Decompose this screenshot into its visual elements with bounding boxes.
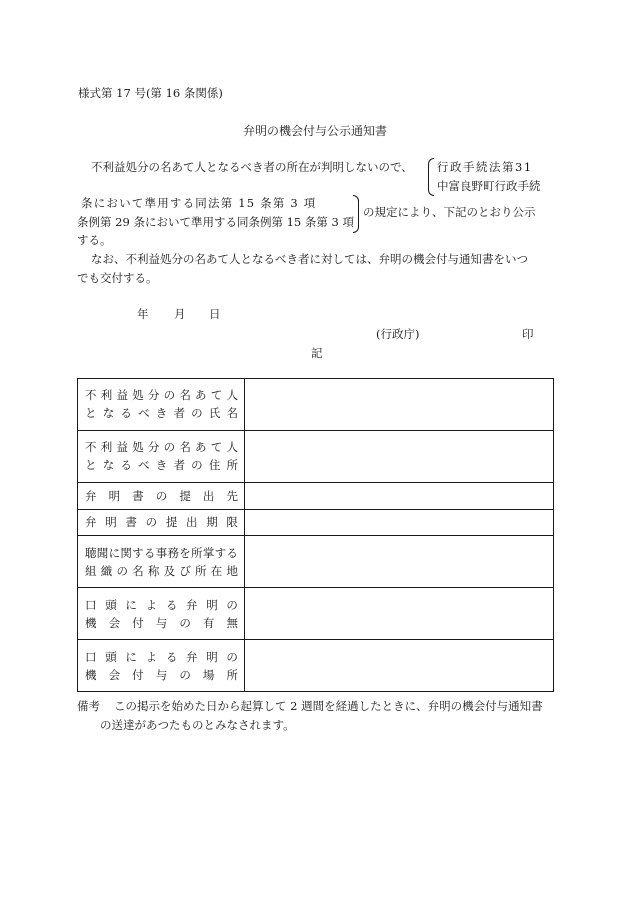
item-label-char: 所 [191, 545, 203, 560]
item-label-char: 無 [226, 615, 238, 630]
item-label-char: 明 [108, 488, 121, 503]
item-label-cell [78, 430, 245, 482]
law-option-a-line1: 行政手続法第31 [437, 160, 533, 174]
item-label-line1 [78, 438, 244, 456]
note-line2: でも交付する。 [77, 271, 158, 285]
item-label-line2 [78, 614, 244, 632]
item-label-char: 及 [163, 563, 176, 578]
law-option-b-line1: 中富良野町行政手続 [437, 179, 541, 193]
date-day: 日 [209, 307, 221, 321]
item-label-char: 分 [147, 388, 160, 403]
item-label-char: あ [195, 388, 207, 403]
law-brace-left [428, 158, 434, 196]
item-label-char: 利 [100, 440, 113, 455]
item-label-line2 [78, 456, 244, 474]
item-label-char: 頭 [105, 597, 117, 612]
item-label-char: の [145, 515, 158, 530]
item-label-char: の [179, 667, 191, 682]
item-label-char: 出 [202, 488, 215, 503]
item-label-char: 聞 [96, 545, 109, 560]
item-label-char: の [163, 388, 176, 403]
item-label-char: の [163, 440, 176, 455]
table-row [78, 379, 554, 431]
item-label-char: 有 [202, 615, 215, 630]
item-label-char: 機 [85, 667, 97, 682]
table-row [78, 640, 554, 692]
item-label-cell [78, 588, 245, 640]
item-label-char: 明 [206, 649, 218, 664]
notice-details-table [77, 378, 554, 692]
item-label-line1 [78, 487, 244, 505]
item-label-char: 会 [108, 615, 121, 630]
item-label-char: 提 [165, 515, 178, 530]
item-label-char: 人 [226, 388, 238, 403]
item-label-char: 限 [226, 515, 238, 530]
item-label-line2 [78, 404, 244, 422]
item-label-char: る [165, 597, 178, 612]
item-label-char: 務 [167, 545, 179, 560]
item-label-char: き [155, 406, 168, 421]
table-row [78, 482, 554, 509]
remarks-line1 [77, 697, 543, 716]
item-label-char: べ [138, 458, 150, 473]
item-value-cell [245, 482, 554, 509]
item-label-cell [78, 482, 245, 509]
date-year: 年 [137, 307, 149, 321]
item-label-char: き [155, 458, 168, 473]
item-label-char: て [210, 388, 223, 403]
item-label-char: べ [138, 406, 150, 421]
item-label-char: の [226, 597, 238, 612]
item-label-line1 [78, 513, 244, 531]
item-label-char: 処 [132, 440, 144, 455]
item-label-char: 掌 [202, 545, 215, 560]
item-label-char: 在 [210, 563, 223, 578]
item-label-char: 氏 [208, 406, 221, 421]
item-label-char: る [143, 545, 156, 560]
item-label-char: 組 [85, 563, 97, 578]
item-label-char: 人 [226, 440, 238, 455]
item-label-cell [78, 509, 245, 536]
item-label-char: 名 [179, 440, 191, 455]
body-line1-prefix: 不利益処分の名あて人となるべき者の所在が判明しないので、 [91, 160, 413, 174]
item-label-char: 益 [116, 440, 128, 455]
law-option-b-line2: 条例第 29 条において準用する同条例第 15 条第 3 項 [77, 215, 355, 229]
remarks-text-line1: この掲示を始めた日から起算して 2 週間を経過したときに、弁明の機会付与通知書 [114, 699, 543, 713]
item-label-char: 弁 [85, 515, 97, 530]
table-row [78, 430, 554, 482]
item-label-char: に [125, 649, 137, 664]
item-value-cell [245, 509, 554, 536]
item-value-cell [245, 430, 554, 482]
item-label-cell [78, 379, 245, 431]
item-label-char: 出 [186, 515, 198, 530]
item-label-char: 利 [100, 388, 113, 403]
item-label-char: 付 [132, 615, 144, 630]
item-label-char: 口 [85, 649, 97, 664]
item-label-char: 処 [132, 388, 144, 403]
item-label-char: 所 [226, 458, 238, 473]
item-label-char: る [165, 649, 178, 664]
remarks-line2: の送達があつたものとみなされます。 [100, 718, 295, 732]
law-option-a-line2: 条において準用する同法第 15 条第 3 項 [81, 196, 317, 210]
item-label-char: す [132, 545, 144, 560]
item-label-char: の [116, 563, 128, 578]
item-label-char: る [120, 406, 132, 421]
item-label-cell [78, 536, 245, 588]
item-label-char: に [125, 597, 137, 612]
item-label-char: よ [145, 597, 158, 612]
body-line3: する。 [77, 233, 112, 247]
item-label-char: 名 [179, 388, 191, 403]
item-label-line1 [78, 544, 244, 562]
item-label-char: あ [195, 440, 207, 455]
item-value-cell [245, 640, 554, 692]
item-label-char: 与 [155, 615, 168, 630]
item-label-char: 所 [226, 667, 238, 682]
document-title: 弁明の機会付与公示通知書 [242, 124, 387, 138]
item-label-char: 機 [85, 615, 97, 630]
item-label-char: 所 [195, 563, 207, 578]
item-label-char: 地 [226, 563, 238, 578]
table-row [78, 588, 554, 640]
item-label-char: の [191, 458, 203, 473]
item-label-char: に [108, 545, 121, 560]
item-label-char: の [179, 615, 191, 630]
item-label-char: 頭 [105, 649, 117, 664]
item-label-char: 称 [147, 563, 160, 578]
item-label-char: と [85, 458, 97, 473]
item-value-cell [245, 536, 554, 588]
item-label-char: 者 [173, 458, 185, 473]
notice-heading: 記 [311, 346, 323, 360]
item-label-char: 先 [226, 488, 238, 503]
item-label-char: よ [145, 649, 158, 664]
item-label-char: 明 [206, 597, 218, 612]
item-label-line1 [78, 648, 244, 666]
remarks-label: 備考 [77, 699, 100, 713]
item-label-char: の [155, 488, 168, 503]
item-label-char: 付 [132, 667, 144, 682]
item-label-char: 書 [125, 515, 137, 530]
item-label-char: 与 [155, 667, 168, 682]
item-label-line1 [78, 386, 244, 404]
item-label-char: び [179, 563, 191, 578]
issuer-seal: 印 [522, 327, 534, 341]
item-label-char: 事 [155, 545, 168, 560]
note-line1: なお、不利益処分の名あて人となるべき者に対しては、弁明の機会付与通知書をいつ [91, 252, 528, 266]
law-brace-right [353, 195, 359, 233]
item-label-char: 住 [208, 458, 221, 473]
item-label-line2 [78, 562, 244, 580]
item-label-char: 名 [132, 563, 144, 578]
item-label-char: 者 [173, 406, 185, 421]
item-label-char: 会 [108, 667, 121, 682]
item-label-char: 明 [105, 515, 117, 530]
table-row [78, 536, 554, 588]
item-value-cell [245, 379, 554, 431]
item-label-char: 期 [206, 515, 218, 530]
item-label-char: 弁 [186, 649, 198, 664]
item-label-char: 関 [120, 545, 132, 560]
item-label-char: 弁 [186, 597, 198, 612]
item-label-char: な [102, 458, 115, 473]
item-label-char: 聴 [85, 545, 97, 560]
form-number: 様式第 17 号(第 16 条関係) [78, 86, 223, 100]
item-label-char: の [226, 649, 238, 664]
item-label-cell [78, 640, 245, 692]
item-label-char: る [226, 545, 238, 560]
item-label-char: 益 [116, 388, 128, 403]
item-label-char: 分 [147, 440, 160, 455]
remarks [77, 697, 543, 735]
item-label-char: て [210, 440, 223, 455]
item-label-char: 弁 [85, 488, 97, 503]
issuer-agency: (行政庁) [376, 327, 420, 341]
item-value-cell [245, 588, 554, 640]
item-label-char: 織 [100, 563, 113, 578]
body-line2-suffix: の規定により、下記のとおり公示 [363, 205, 536, 219]
item-label-char: 不 [85, 388, 97, 403]
table-row [78, 509, 554, 536]
item-label-char: 書 [132, 488, 144, 503]
item-label-line2 [78, 666, 244, 684]
date-month: 月 [174, 307, 186, 321]
item-label-char: 提 [179, 488, 191, 503]
item-label-char: 名 [226, 406, 238, 421]
item-label-char: な [102, 406, 115, 421]
item-label-char: 場 [202, 667, 215, 682]
item-label-char: 不 [85, 440, 97, 455]
item-label-char: と [85, 406, 97, 421]
item-label-char: す [214, 545, 227, 560]
item-label-char: る [120, 458, 132, 473]
item-label-line1 [78, 596, 244, 614]
item-label-char: の [191, 406, 203, 421]
item-label-char: を [179, 545, 191, 560]
item-label-char: 口 [85, 597, 97, 612]
